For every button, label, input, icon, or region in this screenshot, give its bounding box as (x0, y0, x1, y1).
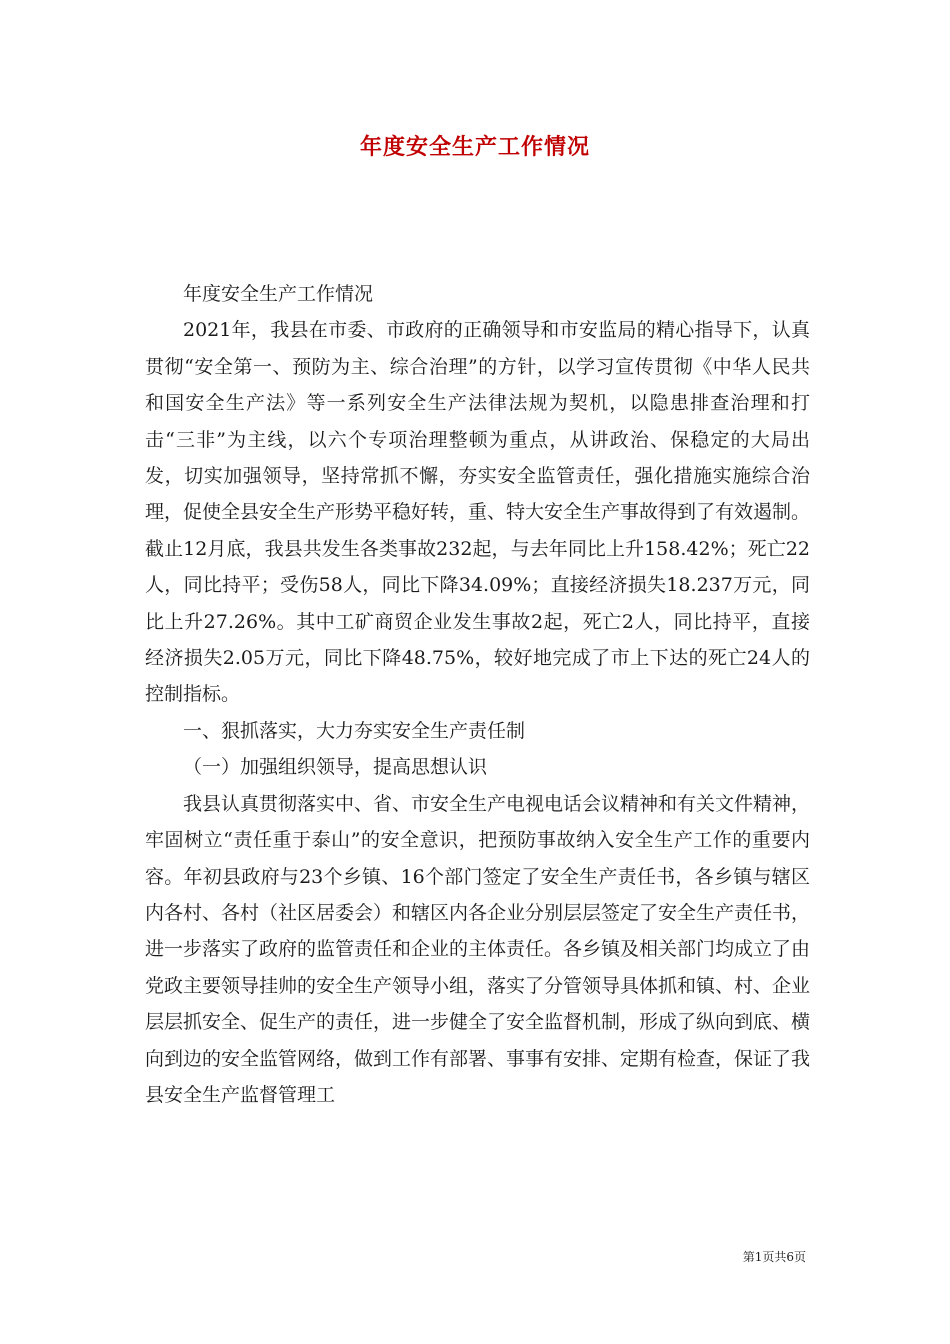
subsection-heading: （一）加强组织领导，提高思想认识 (183, 756, 488, 779)
paragraph-body: 我县认真贯彻落实中、省、市安全生产电视电话会议精神和有关文件精神，牢固树立“责任重于泰山”的安全意识，把预防事故纳入安全生产工作的重要内容。年初县政府与23个乡镇、16个部门签定了安全生产责任书，各乡镇与辖区内各村、各村（社区居委会）和辖区内各企业分别层层签定了安全生产责任书，进一步落实了政府的监管责任和企业的主体责任。各乡镇及相关部门均成立了由党政主要领导挂帅的安全生产领导小组，落实了分管领导具体抓和镇、村、企业层层抓安全、促生产的责任，进一步健全了安全监督机制，形成了纵向到底、横向到边的安全监管网络，做到工作有部署、事事有安排、定期有检查，保证了我县安全生产监督管理工 (145, 792, 811, 1106)
page-indicator: 第1页共6页 (742, 1250, 806, 1264)
paragraph-heading: 年度安全生产工作情况 (183, 283, 374, 305)
document-body (145, 276, 810, 1113)
section-heading: 一、狠抓落实，大力夯实安全生产责任制 (183, 719, 526, 742)
page-title: 年度安全生产工作情况 (359, 134, 590, 160)
paragraph-summary: 2021年，我县在市委、市政府的正确领导和市安监局的精心指导下，认真贯彻“安全第一、预防为主、综合治理”的方针，以学习宣传贯彻《中华人民共和国安全生产法》等一系列安全生产法律法规为契机，以隐患排查治理和打击“三非”为主线，以六个专项治理整顿为重点，从讲政治、保稳定的大局出发，切实加强领导，坚持常抓不懈，夯实安全监管责任，强化措施实施综合治理，促使全县安全生产形势平稳好转，重、特大安全生产事故得到了有效遏制。截止12月底，我县共发生各类事故232起，与去年同比上升158.42%；死亡22人，同比持平；受伤58人，同比下降34.09%；直接经济损失18.237万元，同比上升27.26%。其中工矿商贸企业发生事故2起，死亡2人，同比持平，直接经济损失2.05万元，同比下降48.75%，较好地完成了市上下达的死亡24人的控制指标。 (145, 319, 811, 706)
